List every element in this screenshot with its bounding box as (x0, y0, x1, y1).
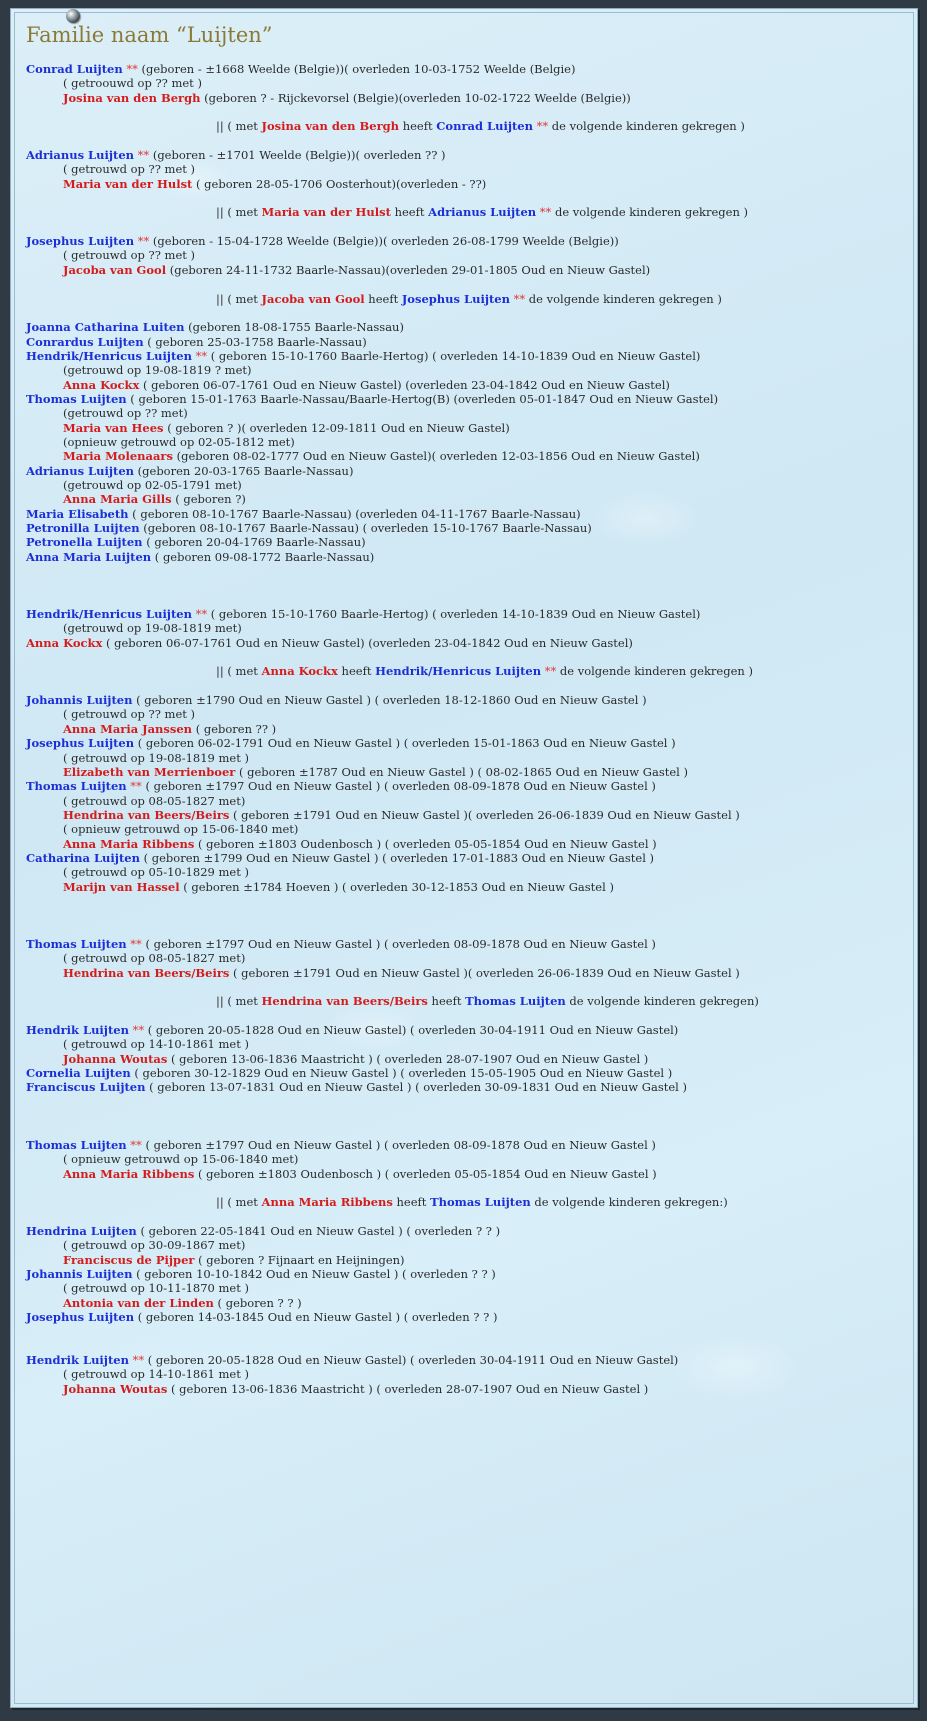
children-header-line (26, 205, 906, 219)
detail-text: ( geboren ? ? ) (213, 1295, 302, 1310)
spouse-name: Hendrina van Beers/Beirs (63, 965, 230, 980)
detail-text: (opnieuw getrouwd op 02-05-1812 met) (63, 434, 295, 449)
detail-text: heeft (427, 994, 466, 1009)
detail-text: ( getrouwd op 10-11-1870 met ) (63, 1281, 249, 1296)
detail-text: || ( met (216, 291, 262, 306)
person-name: Thomas Luijten (26, 937, 127, 951)
bullet-ornament-icon (66, 9, 80, 23)
spouse-name: Maria Molenaars (63, 449, 173, 464)
spouse-name: Anna Kockx (26, 635, 103, 650)
person-name: Hendrik Luijten (26, 1023, 129, 1038)
detail-text: ( geboren 15-01-1763 Baarle-Nassau/Baarle-Hertog(B) (overleden 05-01-1847 Oud en Nieuw Gastel) (126, 391, 719, 406)
marker-stars: ** (532, 119, 549, 134)
entry-line (26, 621, 906, 635)
entry-line (26, 722, 906, 736)
person-name: Joanna Catharina Luiten (26, 320, 185, 335)
detail-text: ( geboren ±1787 Oud en Nieuw Gastel ) ( 08-02-1865 Oud en Nieuw Gastel ) (235, 764, 688, 779)
marker-stars: ** (128, 1023, 145, 1038)
detail-text: ( getrouwd op ?? met ) (63, 248, 196, 263)
detail-text: de volgende kinderen gekregen ) (556, 664, 753, 679)
detail-text: || ( met (216, 1195, 262, 1210)
detail-text: ( geboren 06-07-1761 Oud en Nieuw Gastel) (overleden 23-04-1842 Oud en Nieuw Gastel) (102, 635, 633, 650)
detail-text: ( geboren 08-10-1767 Baarle-Nassau) (overleden 04-11-1767 Baarle-Nassau) (128, 506, 581, 521)
spouse-name: Hendrina van Beers/Beirs (261, 994, 428, 1009)
spouse-name: Jacoba van Gool (261, 291, 365, 306)
entry-line (26, 1037, 906, 1051)
spacer (26, 220, 906, 234)
entry-line (26, 808, 906, 822)
entry-line (26, 636, 906, 650)
person-name: Johannis Luijten (26, 693, 133, 708)
marker-stars: ** (134, 234, 150, 249)
children-header-line (26, 1195, 906, 1209)
detail-text: ( geboren ±1797 Oud en Nieuw Gastel ) ( overleden 08-09-1878 Oud en Nieuw Gastel ) (141, 779, 656, 794)
detail-text: (getrouwd op 02-05-1791 met) (63, 477, 242, 492)
detail-text: heeft (392, 1195, 431, 1210)
entry-line (26, 765, 906, 779)
spacer (26, 306, 906, 320)
person-name: Josephus Luijten (26, 1309, 135, 1324)
detail-text: ( geboren 13-06-1836 Maastricht ) ( overleden 28-07-1907 Oud en Nieuw Gastel ) (167, 1381, 649, 1396)
entry-line (26, 521, 906, 535)
detail-text: ( getrouwd op 14-10-1861 met ) (63, 1367, 249, 1382)
spouse-name: Elizabeth van Merrienboer (63, 764, 236, 779)
detail-text: ( getrouwd op 08-05-1827 met) (63, 793, 246, 808)
marker-stars: ** (191, 607, 208, 622)
spouse-name: Maria van der Hulst (63, 176, 193, 191)
spacer (26, 1339, 906, 1353)
entry-line (26, 421, 906, 435)
entry-line (26, 378, 906, 392)
person-name: Hendrik/Henricus Luijten (26, 348, 192, 363)
detail-text: ( geboren 09-08-1772 Baarle-Nassau) (151, 549, 375, 564)
detail-text: ( geboren ±1784 Hoeven ) ( overleden 30-12-1853 Oud en Nieuw Gastel ) (179, 879, 614, 894)
detail-text: ( geboren 10-10-1842 Oud en Nieuw Gastel ) ( overleden ? ? ) (132, 1266, 496, 1281)
entry-line (26, 1052, 906, 1066)
person-name: Hendrik Luijten (26, 1352, 129, 1367)
spacer (26, 1095, 906, 1138)
spacer (26, 134, 906, 148)
entry-line (26, 779, 906, 793)
entry-line (26, 794, 906, 808)
marker-stars: ** (126, 1137, 142, 1152)
detail-text: ( geboren 14-03-1845 Oud en Nieuw Gastel ) ( overleden ? ? ) (134, 1309, 498, 1324)
detail-text: || ( met (216, 205, 262, 220)
detail-text: ( getrouwd op ?? met ) (63, 162, 196, 177)
entry-line (26, 607, 906, 621)
spouse-name: Anna Kockx (63, 377, 140, 392)
spouse-name: Maria van Hees (63, 420, 164, 435)
entry-line (26, 478, 906, 492)
detail-text: || ( met (216, 119, 262, 134)
person-name: Petronella Luijten (26, 535, 143, 550)
spouse-name: Jacoba van Gool (63, 262, 167, 277)
entry-line (26, 91, 906, 105)
detail-text: (getrouwd op 19-08-1819 met) (63, 621, 242, 636)
detail-text: ( getrouwd op ?? met ) (63, 707, 196, 722)
detail-text: ( getrouwd op 08-05-1827 met) (63, 951, 246, 966)
entry-line (26, 951, 906, 965)
detail-text: ( geboren ±1803 Oudenbosch ) ( overleden 05-05-1854 Oud en Nieuw Gastel ) (194, 836, 657, 851)
detail-text: (geboren 08-02-1777 Oud en Nieuw Gastel)( overleden 12-03-1856 Oud en Nieuw Gastel) (172, 449, 700, 464)
spouse-name: Anna Maria Ribbens (261, 1195, 393, 1210)
detail-text: de volgende kinderen gekregen:) (530, 1195, 728, 1210)
detail-text: ( geboren ±1791 Oud en Nieuw Gastel )( overleden 26-06-1839 Oud en Nieuw Gastel ) (229, 965, 740, 980)
entry-line (26, 1267, 906, 1281)
marker-stars: ** (126, 779, 142, 794)
entry-line (26, 837, 906, 851)
detail-text: (geboren 24-11-1732 Baarle-Nassau)(overleden 29-01-1805 Oud en Nieuw Gastel) (166, 262, 651, 277)
person-name: Catharina Luijten (26, 850, 140, 865)
detail-text: ( geboren 06-02-1791 Oud en Nieuw Gastel ) ( overleden 15-01-1863 Oud en Nieuw Gastel ) (134, 736, 676, 751)
detail-text: ( geboren ? Fijnaart en Heijningen) (194, 1252, 405, 1267)
marker-stars: ** (509, 291, 526, 306)
detail-text: de volgende kinderen gekregen) (565, 994, 759, 1009)
detail-text: ( geboren 13-07-1831 Oud en Nieuw Gastel ) ( overleden 30-09-1831 Oud en Nieuw Gastel ) (145, 1080, 687, 1095)
detail-text: ( opnieuw getrouwd op 15-06-1840 met) (63, 822, 299, 837)
detail-text: ( geboren 06-07-1761 Oud en Nieuw Gastel) (overleden 23-04-1842 Oud en Nieuw Gastel) (139, 377, 670, 392)
spouse-name: Anna Maria Gills (63, 492, 172, 507)
detail-text: (geboren - ±1701 Weelde (Belgie))( overleden ?? ) (149, 148, 446, 163)
entry-line (26, 966, 906, 980)
entry-line (26, 707, 906, 721)
spacer (26, 277, 906, 291)
entry-line (26, 248, 906, 262)
page-title: Familie naam “Luijten” (26, 23, 273, 47)
spacer (26, 894, 906, 937)
entry-line (26, 937, 906, 951)
spacer (26, 191, 906, 205)
entry-line (26, 435, 906, 449)
detail-text: (geboren 18-08-1755 Baarle-Nassau) (184, 320, 404, 335)
detail-text: ( geboren ±1803 Oudenbosch ) ( overleden 05-05-1854 Oud en Nieuw Gastel ) (194, 1166, 657, 1181)
entry-line (26, 320, 906, 334)
detail-text: (getrouwd op ?? met) (63, 406, 188, 421)
entry-line (26, 535, 906, 549)
spacer (26, 650, 906, 664)
spouse-name: Anna Maria Ribbens (63, 1166, 195, 1181)
entry-line (26, 1296, 906, 1310)
marker-stars: ** (126, 937, 142, 951)
entry-line (26, 62, 906, 76)
entry-line (26, 1023, 906, 1037)
person-name: Thomas Luijten (465, 994, 566, 1009)
detail-text: ( geboren 15-10-1760 Baarle-Hertog) ( overleden 14-10-1839 Oud en Nieuw Gastel) (207, 607, 701, 622)
person-name: Adrianus Luijten (26, 148, 135, 163)
spouse-name: Antonia van der Linden (63, 1295, 214, 1310)
person-name: Thomas Luijten (430, 1195, 531, 1210)
detail-text: ( getrouwd op 19-08-1819 met ) (63, 750, 249, 765)
marker-stars: ** (191, 348, 208, 363)
entry-line (26, 1152, 906, 1166)
person-name: Thomas Luijten (26, 1137, 127, 1152)
detail-text: de volgende kinderen gekregen ) (548, 119, 745, 134)
person-name: Adrianus Luijten (428, 205, 537, 220)
entry-line (26, 1367, 906, 1381)
person-name: Franciscus Luijten (26, 1080, 146, 1095)
detail-text: (geboren 08-10-1767 Baarle-Nassau) ( overleden 15-10-1767 Baarle-Nassau) (139, 521, 592, 535)
entry-line (26, 464, 906, 478)
detail-text: ( geboren 15-10-1760 Baarle-Hertog) ( overleden 14-10-1839 Oud en Nieuw Gastel) (207, 348, 701, 363)
spouse-name: Franciscus de Pijper (63, 1252, 195, 1267)
entry-line (26, 406, 906, 420)
spouse-name: Johanna Woutas (63, 1051, 168, 1066)
spouse-name: Maria van der Hulst (261, 205, 391, 220)
detail-text: ( geboren ±1797 Oud en Nieuw Gastel ) ( overleden 08-09-1878 Oud en Nieuw Gastel ) (141, 1137, 656, 1152)
detail-text: ( geboren 28-05-1706 Oosterhout)(overleden - ??) (192, 176, 487, 191)
person-name: Maria Elisabeth (26, 506, 129, 521)
detail-text: heeft (337, 664, 376, 679)
person-name: Conrad Luijten (26, 62, 123, 76)
detail-text: ( geboren ? )( overleden 12-09-1811 Oud en Nieuw Gastel) (163, 420, 510, 435)
entry-line (26, 751, 906, 765)
entry-line (26, 1238, 906, 1252)
detail-text: ( geboren 20-05-1828 Oud en Nieuw Gastel) ( overleden 30-04-1911 Oud en Nieuw Gastel) (144, 1352, 679, 1367)
detail-text: ( geboren 30-12-1829 Oud en Nieuw Gastel ) ( overleden 15-05-1905 Oud en Nieuw Gastel ) (130, 1066, 673, 1081)
detail-text: (geboren - 15-04-1728 Weelde (Belgie))( overleden 26-08-1799 Weelde (Belgie)) (149, 234, 619, 249)
entry-line (26, 335, 906, 349)
person-name: Hendrik/Henricus Luijten (26, 607, 192, 622)
entry-line (26, 392, 906, 406)
entry-line (26, 865, 906, 879)
spouse-name: Anna Maria Ribbens (63, 836, 195, 851)
page-panel (10, 8, 918, 1708)
entry-line (26, 492, 906, 506)
detail-text: ( geboren 25-03-1758 Baarle-Nassau) (143, 334, 367, 349)
entry-line (26, 693, 906, 707)
entry-line (26, 148, 906, 162)
entry-line (26, 349, 906, 363)
entry-line (26, 449, 906, 463)
entry-line (26, 177, 906, 191)
detail-text: heeft (399, 119, 437, 134)
detail-text: ( geboren ?? ) (192, 721, 277, 736)
entry-line (26, 1224, 906, 1238)
entry-line (26, 1310, 906, 1324)
person-name: Adrianus Luijten (26, 463, 135, 478)
spacer (26, 1210, 906, 1224)
spouse-name: Josina van den Bergh (63, 90, 201, 105)
person-name: Conrardus Luijten (26, 334, 144, 349)
entry-line (26, 1353, 906, 1367)
entry-line (26, 1281, 906, 1295)
entry-line (26, 880, 906, 894)
spacer (26, 564, 906, 607)
spouse-name: Anna Kockx (261, 664, 338, 679)
children-header-line (26, 292, 906, 306)
detail-text: (geboren 20-03-1765 Baarle-Nassau) (134, 463, 354, 478)
spacer (26, 679, 906, 693)
entry-line (26, 234, 906, 248)
person-name: Thomas Luijten (26, 391, 127, 406)
spouse-name: Johanna Woutas (63, 1381, 168, 1396)
detail-text: (getrouwd op 19-08-1819 ? met) (63, 363, 252, 378)
marker-stars: ** (134, 148, 150, 163)
entry-line (26, 550, 906, 564)
spacer (26, 105, 906, 119)
person-name: Josephus Luijten (26, 234, 135, 249)
person-name: Cornelia Luijten (26, 1066, 131, 1081)
person-name: Petronilla Luijten (26, 521, 140, 535)
spouse-name: Josina van den Bergh (261, 119, 400, 134)
children-header-line (26, 664, 906, 678)
spacer (26, 980, 906, 994)
detail-text: ( getrouwd op 05-10-1829 met ) (63, 865, 249, 880)
entry-line (26, 736, 906, 750)
detail-text: (geboren - ±1668 Weelde (Belgie))( overleden 10-03-1752 Weelde (Belgie) (137, 62, 576, 76)
entry-line (26, 1167, 906, 1181)
entry-line (26, 1080, 906, 1094)
detail-text: de volgende kinderen gekregen ) (525, 291, 722, 306)
detail-text: ( geboren ±1790 Oud en Nieuw Gastel ) ( overleden 18-12-1860 Oud en Nieuw Gastel ) (132, 693, 647, 708)
entry-line (26, 822, 906, 836)
entry-line (26, 1382, 906, 1396)
detail-text: ( geboren ?) (171, 492, 246, 507)
detail-text: heeft (390, 205, 429, 220)
marker-stars: ** (122, 62, 138, 76)
spouse-name: Anna Maria Janssen (63, 721, 193, 736)
detail-text: de volgende kinderen gekregen ) (551, 205, 749, 220)
person-name: Hendrik/Henricus Luijten (375, 664, 542, 679)
person-name: Johannis Luijten (26, 1266, 133, 1281)
person-name: Josephus Luijten (401, 291, 510, 306)
entry-line (26, 1138, 906, 1152)
genealogy-text (26, 62, 906, 1396)
entry-line (26, 507, 906, 521)
person-name: Josephus Luijten (26, 736, 135, 751)
person-name: Hendrina Luijten (26, 1223, 137, 1238)
marker-stars: ** (536, 205, 552, 220)
entry-line (26, 162, 906, 176)
detail-text: || ( met (216, 994, 262, 1009)
entry-line (26, 76, 906, 90)
person-name: Thomas Luijten (26, 779, 127, 794)
marker-stars: ** (128, 1352, 145, 1367)
detail-text: ( opnieuw getrouwd op 15-06-1840 met) (63, 1152, 299, 1167)
children-header-line (26, 119, 906, 133)
detail-text: ( geboren 22-05-1841 Oud en Nieuw Gastel ) ( overleden ? ? ) (136, 1223, 501, 1238)
detail-text: ( getrouwd op 30-09-1867 met) (63, 1238, 246, 1253)
detail-text: || ( met (216, 664, 262, 679)
detail-text: ( geboren ±1799 Oud en Nieuw Gastel ) ( overleden 17-01-1883 Oud en Nieuw Gastel ) (139, 850, 655, 865)
detail-text: ( geboren 20-05-1828 Oud en Nieuw Gastel) ( overleden 30-04-1911 Oud en Nieuw Gastel) (144, 1023, 679, 1038)
spacer (26, 1324, 906, 1338)
entry-line (26, 851, 906, 865)
entry-line (26, 1253, 906, 1267)
detail-text: ( geboren ±1791 Oud en Nieuw Gastel )( overleden 26-06-1839 Oud en Nieuw Gastel ) (229, 807, 740, 822)
detail-text: ( getrouwd op 14-10-1861 met ) (63, 1037, 249, 1052)
children-header-line (26, 994, 906, 1008)
detail-text: ( geboren 20-04-1769 Baarle-Nassau) (142, 535, 366, 550)
marker-stars: ** (541, 664, 557, 679)
entry-line (26, 1066, 906, 1080)
detail-text: ( geboren 13-06-1836 Maastricht ) ( overleden 28-07-1907 Oud en Nieuw Gastel ) (167, 1051, 649, 1066)
spacer (26, 1009, 906, 1023)
person-name: Conrad Luijten (436, 119, 533, 134)
detail-text: ( geboren ±1797 Oud en Nieuw Gastel ) ( overleden 08-09-1878 Oud en Nieuw Gastel ) (141, 937, 656, 951)
spouse-name: Marijn van Hassel (63, 879, 180, 894)
entry-line (26, 363, 906, 377)
detail-text: heeft (364, 291, 402, 306)
entry-line (26, 263, 906, 277)
spacer (26, 1181, 906, 1195)
spouse-name: Hendrina van Beers/Beirs (63, 807, 230, 822)
detail-text: (geboren ? - Rijckevorsel (Belgie)(overleden 10-02-1722 Weelde (Belgie)) (200, 90, 631, 105)
person-name: Anna Maria Luijten (26, 549, 152, 564)
detail-text: ( getroouwd op ?? met ) (63, 76, 202, 91)
